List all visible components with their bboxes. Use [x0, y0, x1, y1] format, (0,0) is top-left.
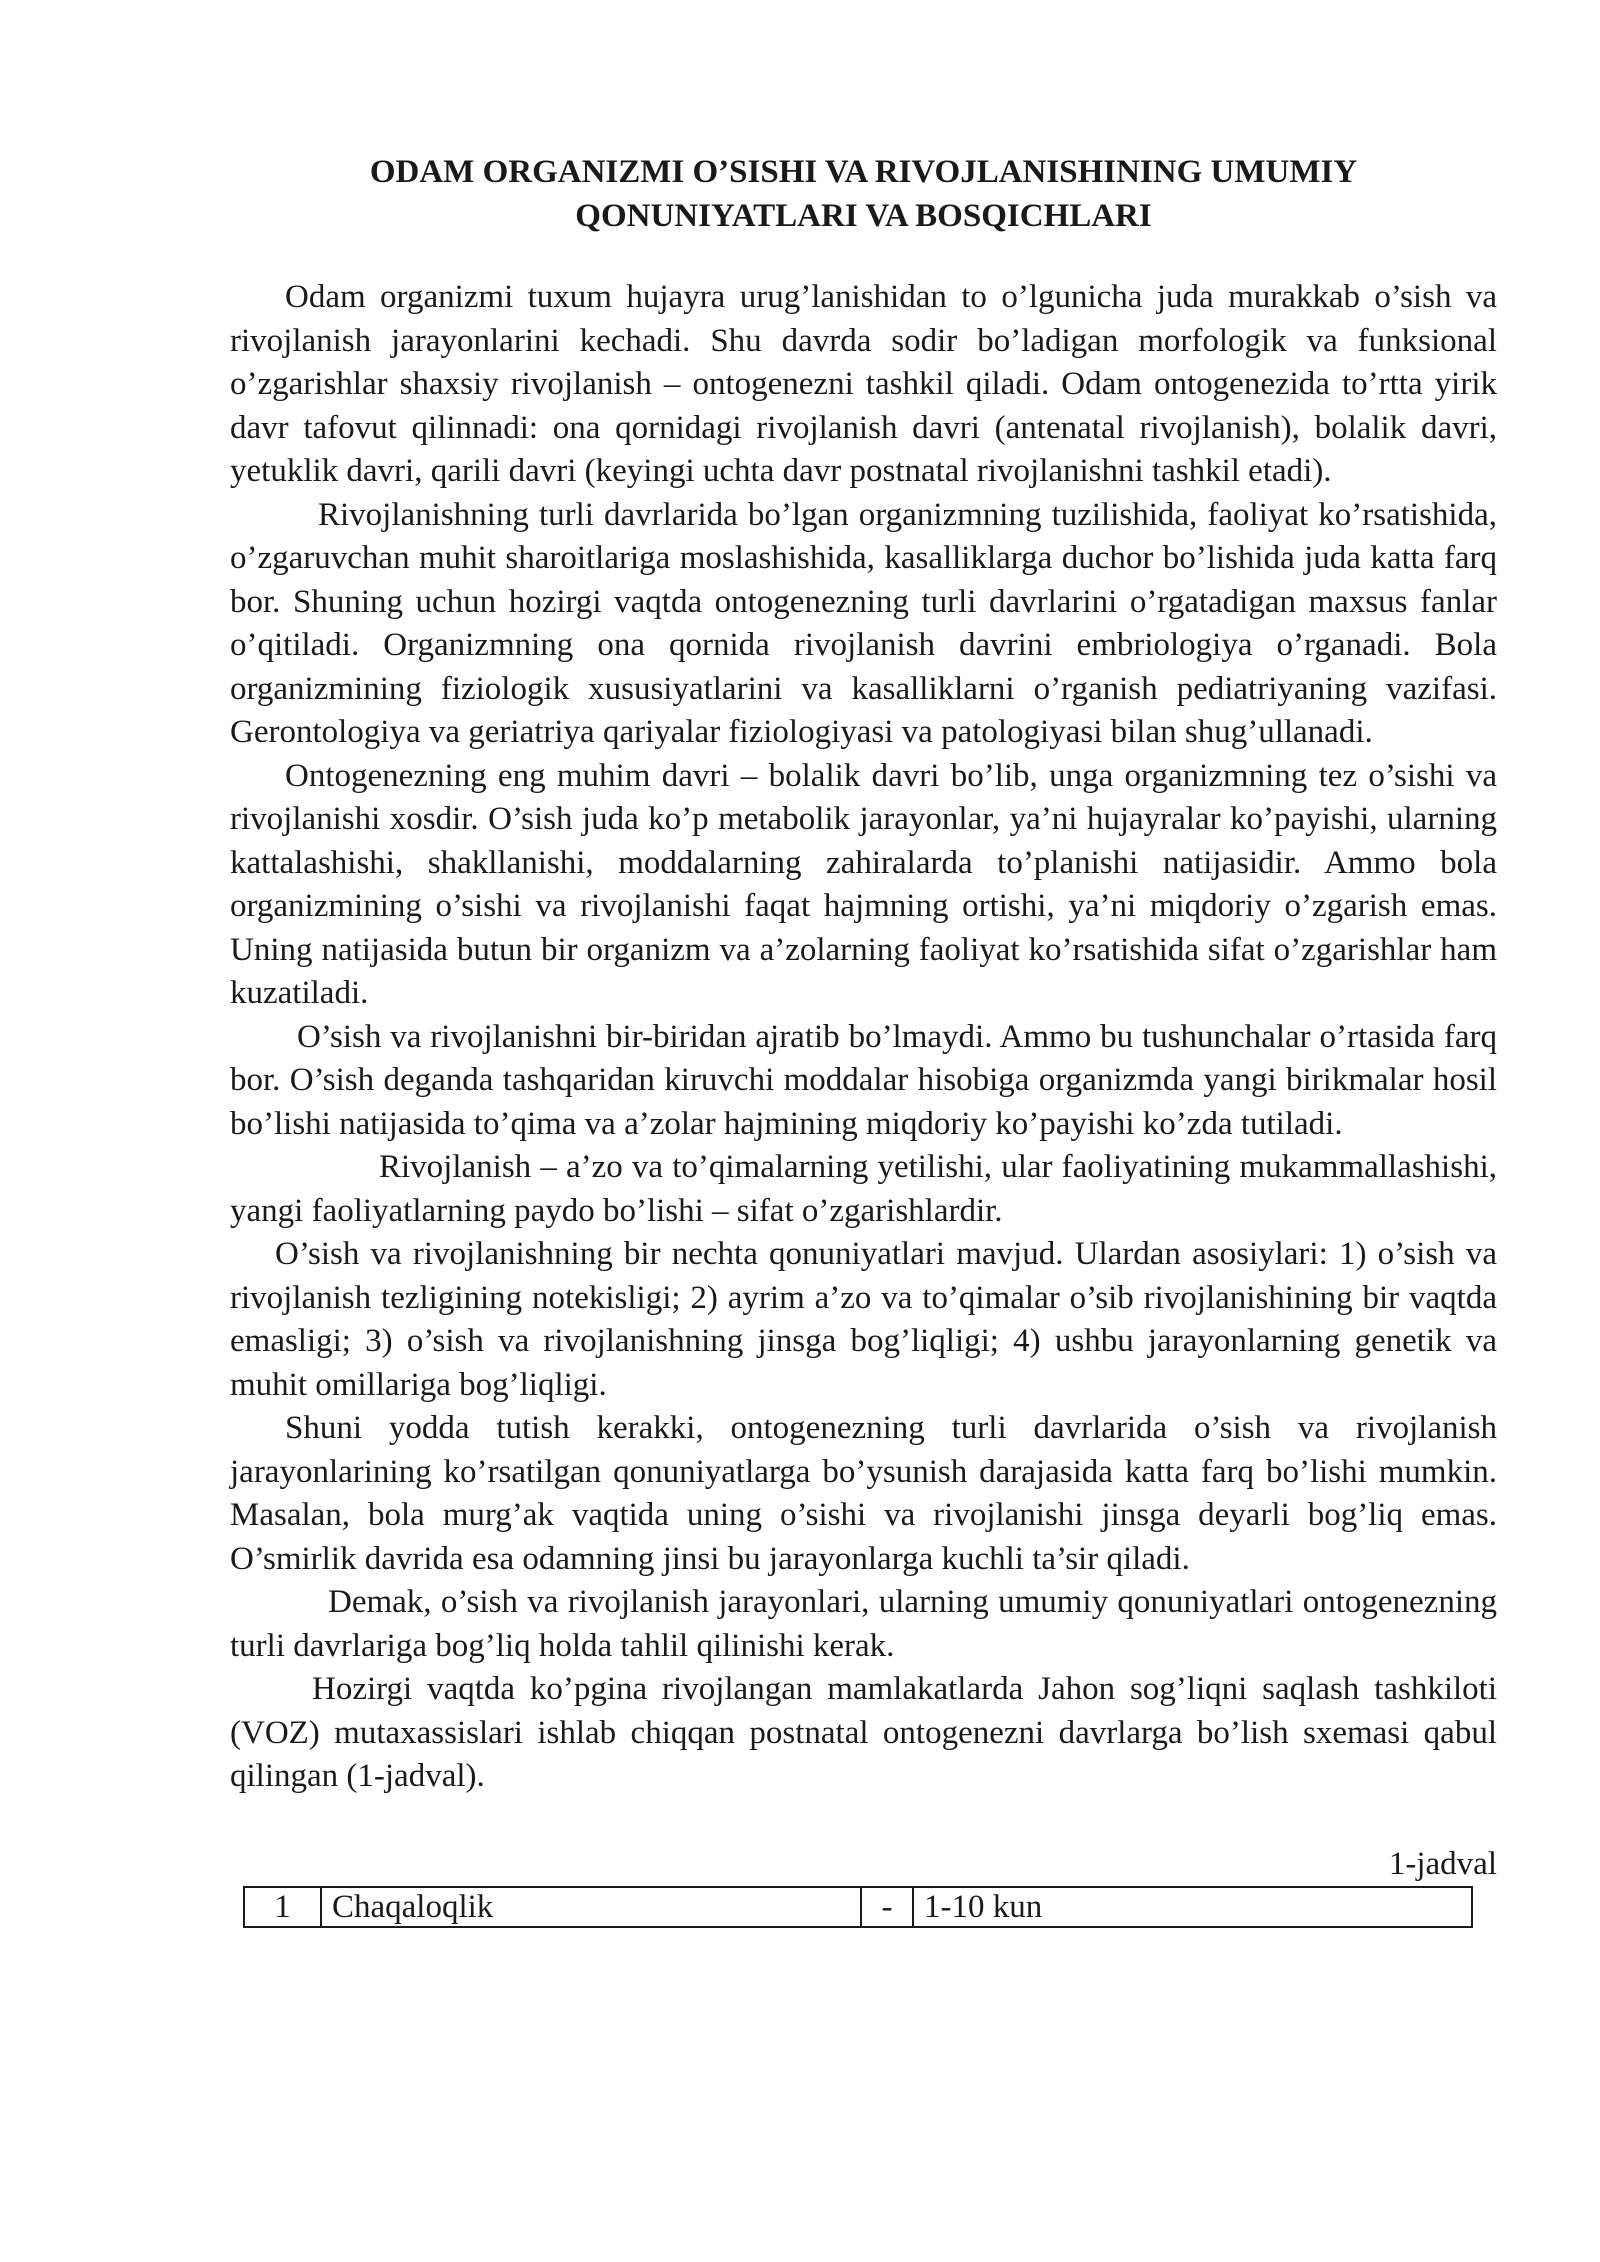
title-line-1: ODAM ORGANIZMI O’SISHI VA RIVOJLANISHINING UMUMIY [369, 154, 1358, 190]
table-row [244, 1887, 1472, 1927]
document-page [230, 150, 1497, 1925]
table-cell-number: 1 [244, 1887, 321, 1927]
title-line-2: QONUNIYATLARI VA BOSQICHLARI [575, 198, 1152, 234]
paragraph-8: Demak, o’sish va rivojlanish jarayonlari, ularning umumiy qonuniyatlari ontogenezning turli davrlariga bog’liq holda tahlil qilinishi kerak. [230, 1584, 1497, 1664]
paragraph-9: Hozirgi vaqtda ko’pgina rivojlangan mamlakatlarda Jahon sog’liqni saqlash tashkiloti (VOZ) mutaxassislari ishlab chiqqan postnatal ontogenezni davrlarga bo’lish sxemasi qabul qilingan (1-jadval). [230, 1671, 1497, 1794]
paragraph-4: O’sish va rivojlanishni bir-biridan ajratib bo’lmaydi. Ammo bu tushunchalar o’rtasida farq bor. O’sish deganda tashqaridan kiruvchi moddalar hisobiga organizmda yangi birikmalar hosil bo’lishi natijasida to’qima va a’zolar hajmining miqdoriy ko’payishi ko’zda tutiladi. [230, 1018, 1497, 1142]
table-cell-separator: - [861, 1887, 913, 1927]
paragraph-6: O’sish va rivojlanishning bir nechta qonuniyatlari mavjud. Ulardan asosiylari: 1) o’sish va rivojlanish tezligining notekisligi; 2) ayrim a’zo va to’qimalar o’sib rivojlanishining bir vaqtda emasligi; 3) o’sish va rivojlanishning jinsga bog’liqligi; 4) ushbu jarayonlarning genetik va muhit omillariga bog’liqligi. [230, 1236, 1497, 1403]
periods-table [243, 1886, 1473, 1928]
paragraph-3: Ontogenezning eng muhim davri – bolalik davri bo’lib, unga organizmning tez o’sishi va rivojlanishi xosdir. O’sish juda ko’p metabolik jarayonlar, ya’ni hujayralar ko’payishi, ularning kattalashishi, shakllanishi, moddalarning zahiralarda to’planishi natijasidir. Ammo bola organizmining o’sishi va rivojlanishi faqat hajmning ortishi, ya’ni miqdoriy o’zgarish emas. Uning natijasida butun bir organizm va a’zolarning faoliyat ko’rsatishida sifat o’zgarishlar ham kuzatiladi. [230, 757, 1497, 1011]
paragraph-2: Rivojlanishning turli davrlarida bo’lgan organizmning tuzilishida, faoliyat ko’rsatishida, o’zgaruvchan muhit sharoitlariga moslashishida, kasalliklarga duchor bo’lishida juda katta farq bor. Shuning uchun hozirgi vaqtda ontogenezning turli davrlarini o’rgatadigan maxsus fanlar o’qitiladi. Organizmning ona qornida rivojlanish davrini embriologiya o’rganadi. Bola organizmining fiziologik xususiyatlarini va kasalliklarni o’rganish pediatriyaning vazifasi. Gerontologiya va geriatriya qariyalar fiziologiyasi va patologiyasi bilan shug’ullanadi. [230, 496, 1497, 750]
document-title [230, 150, 1497, 238]
paragraph-5: Rivojlanish – a’zo va to’qimalarning yetilishi, ular faoliyatining mukammallashishi, yangi faoliyatlarning paydo bo’lishi – sifat o’zgarishlardir. [230, 1149, 1497, 1229]
table-cell-duration: 1-10 kun [913, 1887, 1472, 1927]
paragraph-1: Odam organizmi tuxum hujayra urug’lanishidan to o’lgunicha juda murakkab o’sish va rivojlanish jarayonlarini kechadi. Shu davrda sodir bo’ladigan morfologik va funksional o’zgarishlar shaxsiy rivojlanish – ontogenezni tashkil qiladi. Odam ontogenezida to’rtta yirik davr tafovut qilinnadi: ona qornidagi rivojlanish davri (antenatal rivojlanish), bolalik davri, yetuklik davri, qarili davri (keyingi uchta davr postnatal rivojlanishni tashkil etadi). [230, 279, 1497, 489]
table-caption: 1-jadval [1388, 1845, 1497, 1882]
paragraph-7: Shuni yodda tutish kerakki, ontogenezning turli davrlarida o’sish va rivojlanish jarayonlarining ko’rsatilgan qonuniyatlarga bo’ysunish darajasida katta farq bo’lishi mumkin. Masalan, bola murg’ak vaqtida uning o’sishi va rivojlanishi jinsga deyarli bog’liq emas. O’smirlik davrida esa odamning jinsi bu jarayonlarga kuchli ta’sir qiladi. [230, 1410, 1497, 1577]
table-cell-period-name: Chaqaloqlik [321, 1887, 861, 1927]
